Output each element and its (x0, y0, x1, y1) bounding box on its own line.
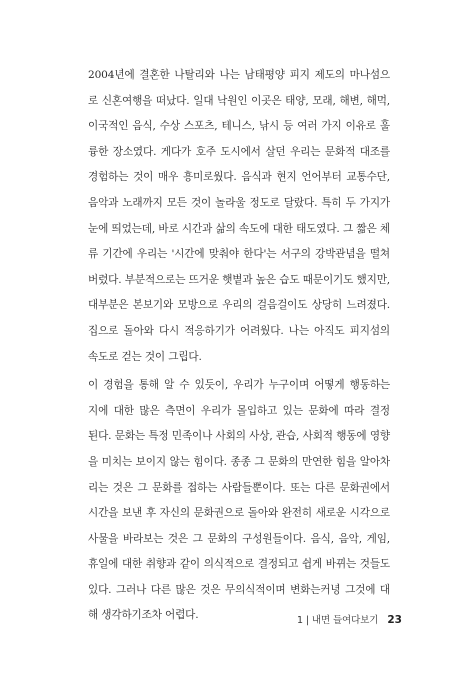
text-line: 사물을 바라보는 것은 그 문화의 구성원들이다. 음식, 음악, 게임, (88, 532, 390, 545)
text-line: 음악과 노래까지 모든 것이 놀라울 정도로 달랐다. 특히 두 가지가 (88, 196, 390, 209)
text-line: 륭한 장소였다. 게다가 호주 도시에서 살던 우리는 문화적 대조를 (88, 145, 390, 158)
text-line: 해 생각하기조차 어렵다. (88, 609, 199, 622)
text-line: 이 경험을 통해 알 수 있듯이, 우리가 누구이며 어떻게 행동하는 (88, 379, 390, 392)
page-footer (0, 612, 402, 626)
chapter-label: 1 | 내면 들여다보기 (297, 615, 379, 626)
text-line: 류 기간에 우리는 '시간에 맞춰야 한다'는 서구의 강박관념을 떨쳐 (88, 248, 390, 261)
text-line: 집으로 돌아와 다시 적응하기가 어려웠다. 나는 아직도 피지섬의 (88, 324, 390, 337)
text-line: 속도로 걷는 것이 그립다. (88, 350, 202, 363)
text-line: 이국적인 음식, 수상 스포츠, 테니스, 낚시 등 여러 가지 이유로 훌 (88, 120, 390, 133)
text-line: 리는 것은 그 문화를 접하는 사람들뿐이다. 또는 다른 문화권에서 (88, 481, 390, 494)
text-line: 대부분은 본보기와 모방으로 우리의 걸음걸이도 상당히 느려졌다. (88, 299, 390, 312)
paragraph-2 (88, 373, 390, 629)
text-line: 된다. 문화는 특정 민족이나 사회의 사상, 관습, 사회적 행동에 영향 (88, 430, 390, 443)
text-line: 휴일에 대한 취향과 같이 의식적으로 결정되고 쉽게 바뀌는 것들도 (88, 558, 390, 571)
body-text (88, 63, 390, 629)
text-line: 시간을 보낸 후 자신의 문화권으로 돌아와 완전히 새로운 시각으로 (88, 507, 390, 520)
text-line: 있다. 그러나 다른 많은 것은 무의식적이며 변화는커녕 그것에 대 (88, 583, 390, 596)
page-number: 23 (387, 614, 402, 626)
text-line: 2004년에 결혼한 나탈리와 나는 남태평양 피지 제도의 마나섬으 (88, 69, 390, 81)
text-line: 버렸다. 부분적으로는 뜨거운 햇볕과 높은 습도 때문이기도 했지만, (88, 273, 390, 286)
text-line: 로 신혼여행을 떠났다. 일대 낙원인 이곳은 태양, 모래, 해변, 해먹, (88, 94, 390, 107)
text-line: 눈에 띄었는데, 바로 시간과 삶의 속도에 대한 태도였다. 그 짧은 체 (88, 222, 390, 235)
text-line: 지에 대한 많은 측면이 우리가 몰입하고 있는 문화에 따라 결정 (88, 404, 390, 417)
text-line: 을 미치는 보이지 않는 힘이다. 종종 그 문화의 만연한 힘을 알아차 (88, 455, 390, 468)
text-line: 경험하는 것이 매우 흥미로웠다. 음식과 현지 언어부터 교통수단, (88, 171, 390, 184)
paragraph-1 (88, 63, 390, 370)
